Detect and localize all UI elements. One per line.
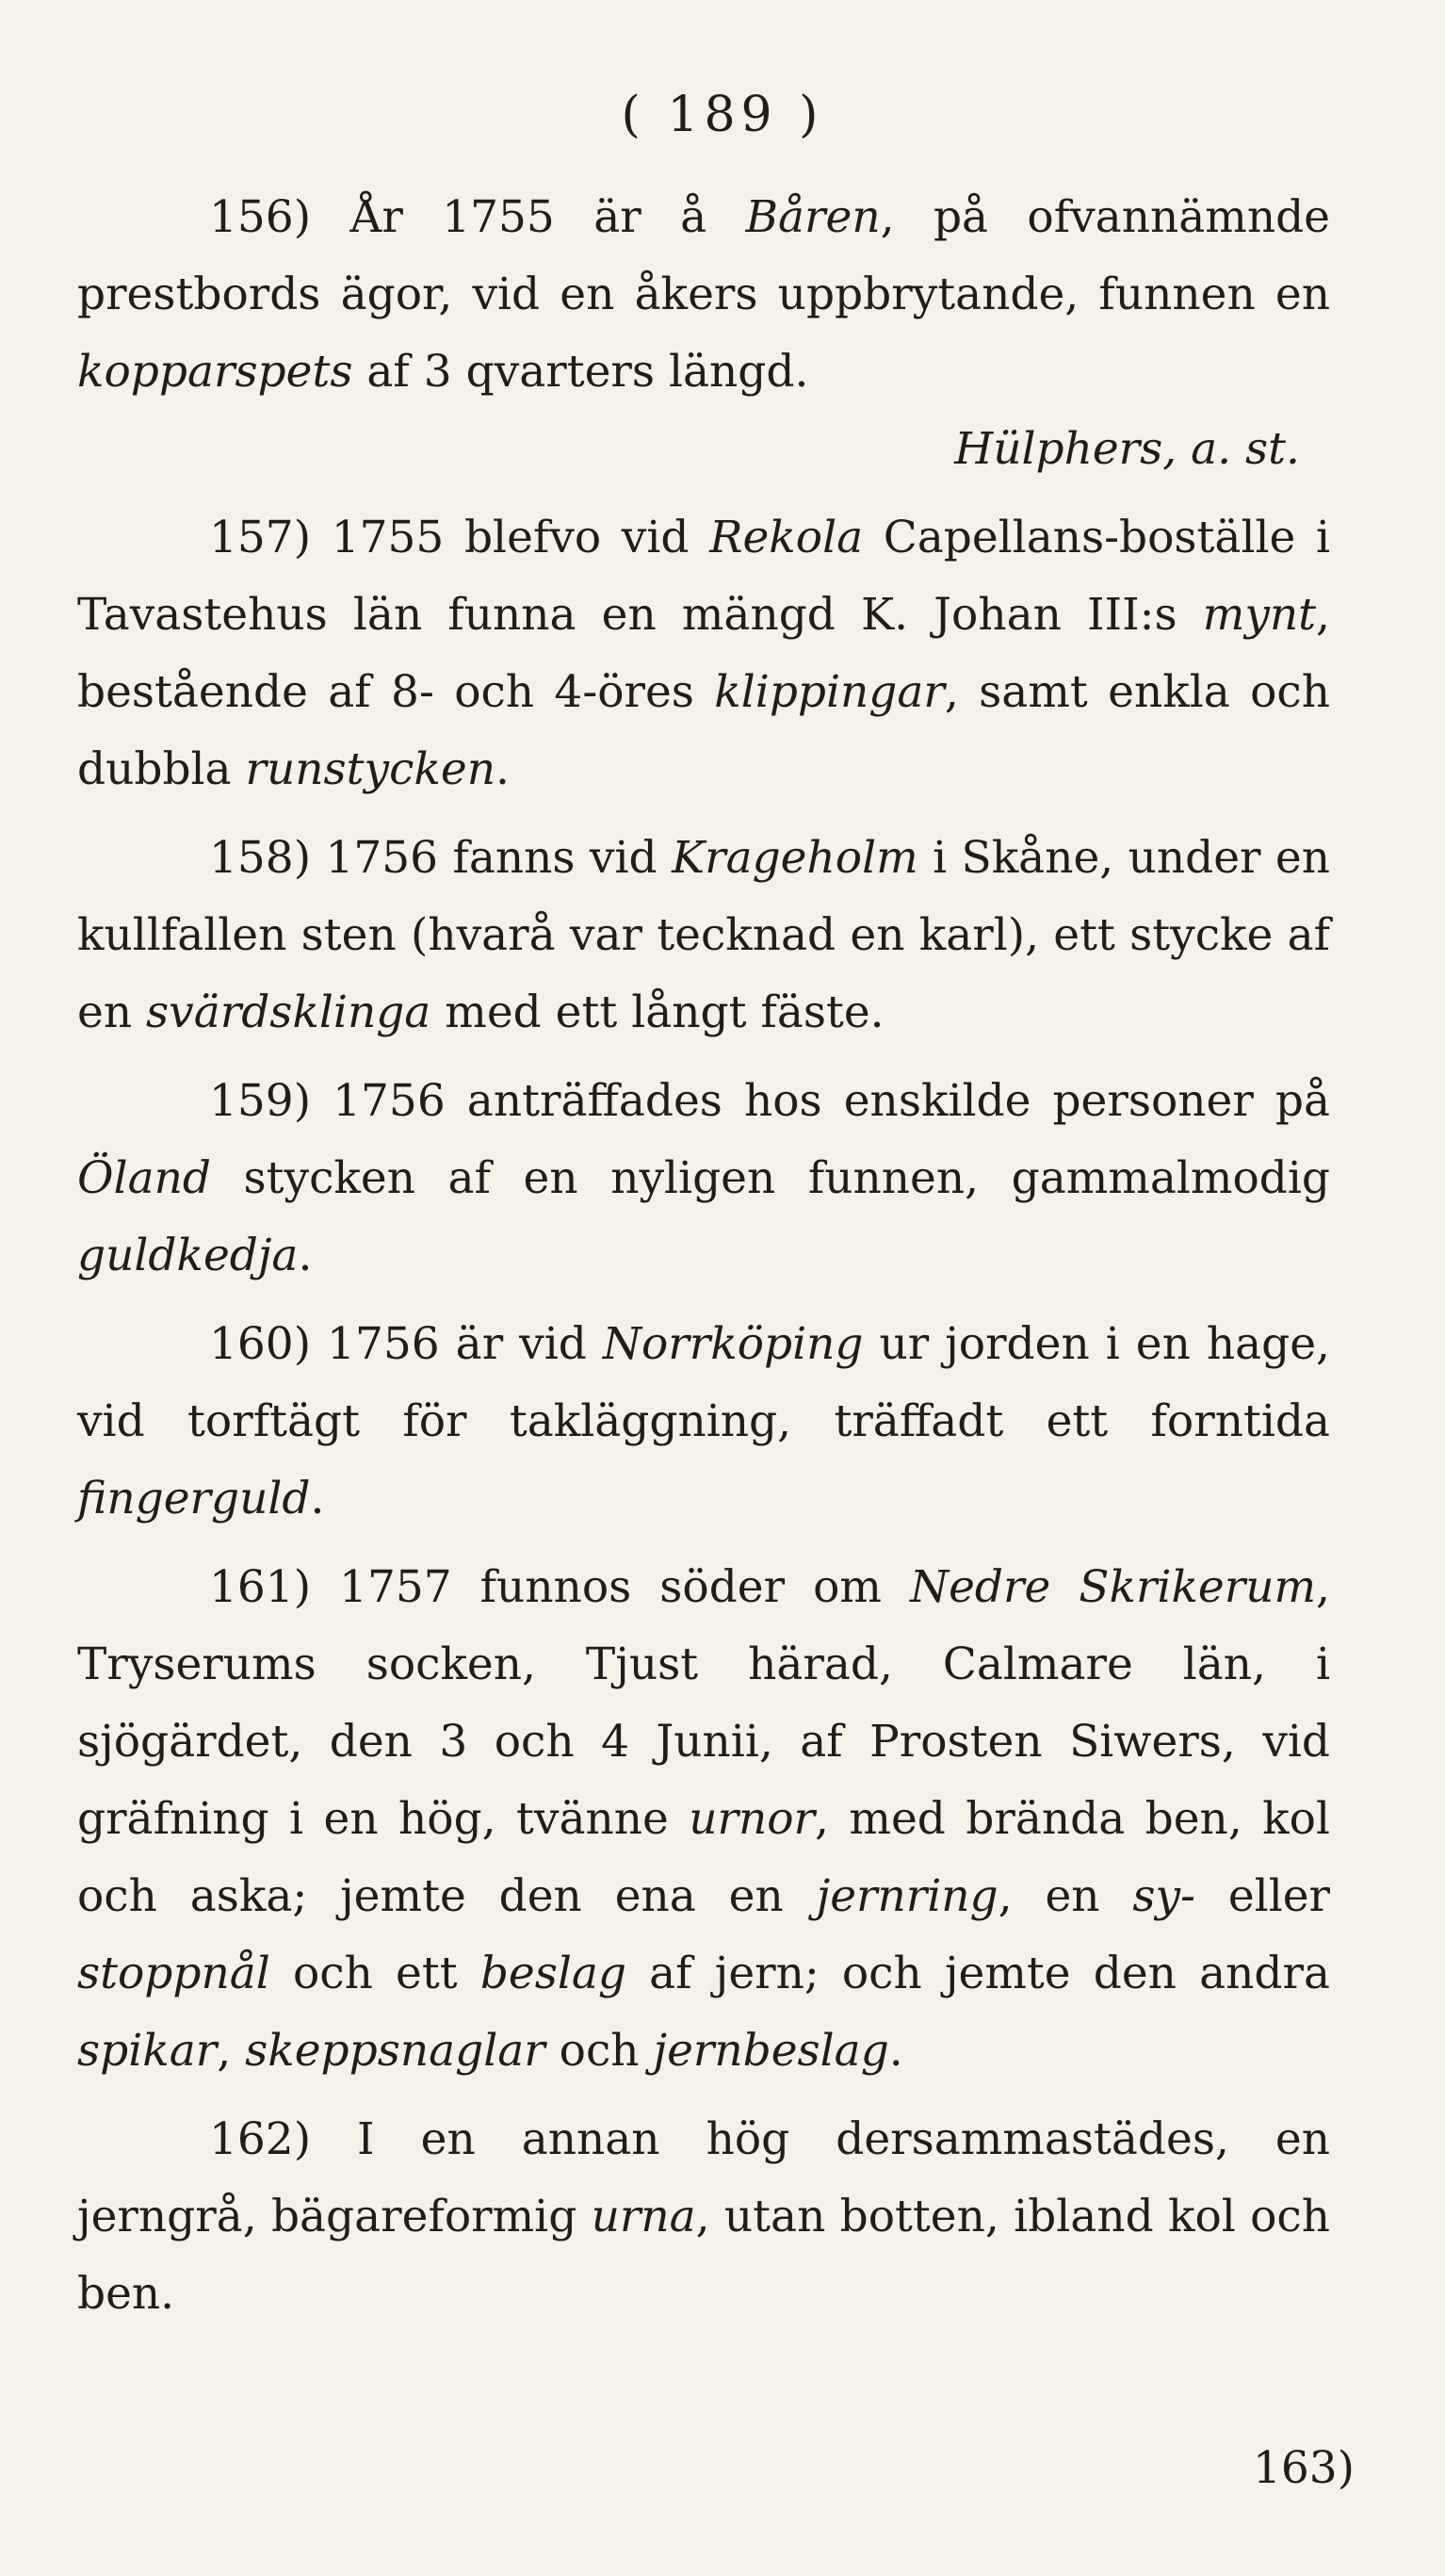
text-run: och ett [269, 1948, 480, 1999]
italic-term: fingerguld [77, 1473, 311, 1524]
text-run: År 1755 är å [311, 191, 746, 243]
text-run: af 3 qvarters längd. [352, 346, 809, 398]
paragraph-161 [77, 1549, 1330, 2090]
italic-term: sy- [1132, 1870, 1195, 1922]
text-run: af jern; och jemte den andra [625, 1948, 1330, 1999]
catchword: 163) [1252, 2442, 1355, 2494]
italic-term: mynt [1202, 589, 1317, 641]
text-run: , utan botten, ibland kol och ben. [77, 2191, 1330, 2320]
text-run: stycken af en nyligen funnen, gammalmodig [210, 1152, 1330, 1204]
paragraph-158 [77, 820, 1330, 1052]
text-run: , en [998, 1870, 1133, 1922]
italic-term: beslag [479, 1948, 626, 1999]
paragraph-number: 157) [209, 512, 312, 563]
text-run: . [495, 743, 510, 795]
paragraph-number: 158) [209, 832, 312, 884]
paragraph-number: 161) [209, 1561, 312, 1613]
paragraph-number: 156) [209, 191, 312, 243]
text-run: med ett långt fäste. [430, 986, 885, 1038]
italic-term: klippingar [714, 666, 945, 718]
italic-term: stoppnål [77, 1948, 270, 1999]
italic-term: svärdsklinga [146, 986, 431, 1038]
text-run: , [217, 2025, 246, 2077]
text-run: i Skåne, under en kullfallen sten (hvarå var tecknad en karl), ett stycke af en [77, 832, 1330, 1038]
text-run: 1757 funnos söder om [311, 1561, 910, 1613]
paragraph-number: 162) [209, 2113, 312, 2165]
text-run: I en annan hög dersammastädes, en jerngrå, bägareformig [77, 2113, 1330, 2242]
italic-term: Nedre Skrikerum [909, 1561, 1317, 1613]
text-run: , samt enkla och dubbla [77, 666, 1330, 795]
paragraph-157 [77, 499, 1330, 808]
italic-term: Öland [77, 1152, 211, 1204]
paragraph-number: 160) [209, 1318, 312, 1370]
italic-term: skeppsnaglar [245, 2025, 545, 2077]
text-run: , bestående af 8- och 4-öres [77, 589, 1330, 718]
text-run: eller [1194, 1870, 1331, 1922]
italic-term: runstycken [245, 743, 495, 795]
page-number: ( 189 ) [621, 87, 824, 143]
paragraph-156 [77, 179, 1330, 411]
italic-term: urna [591, 2191, 696, 2242]
italic-term: spikar [77, 2025, 218, 2077]
attribution: Hülphers, a. st. [954, 423, 1300, 475]
italic-term: jernbeslag [653, 2025, 889, 2077]
italic-term: Båren [745, 191, 881, 243]
text-run: 1755 blefvo vid [311, 512, 710, 563]
text-run: 1756 anträffades hos enskilde personer på [311, 1075, 1330, 1127]
italic-term: guldkedja [77, 1230, 299, 1281]
text-run: . [298, 1230, 313, 1281]
paragraph-160 [77, 1306, 1330, 1538]
text-run: och [544, 2025, 654, 2077]
paragraph-162 [77, 2101, 1330, 2333]
text-run: 1756 fanns vid [311, 832, 672, 884]
text-run: , med brända ben, kol och aska; jemte den ena en [77, 1793, 1330, 1922]
text-run: Capellans-boställe i Tavastehus län funna en mängd K. Johan III:s [77, 512, 1330, 641]
italic-term: jernring [816, 1870, 999, 1922]
text-run: 1756 är vid [311, 1318, 603, 1370]
text-run: , Tryserums socken, Tjust härad, Calmare län, i sjögärdet, den 3 och 4 Junii, af Prosten Siwers, vid gräfning i en hög, tvänne [77, 1561, 1330, 1845]
italic-term: Rekola [709, 512, 864, 563]
body-text [77, 179, 1330, 2333]
text-run: . [310, 1473, 325, 1524]
paragraph-159 [77, 1063, 1330, 1295]
italic-term: kopparspets [77, 346, 353, 398]
text-run: . [888, 2025, 903, 2077]
italic-term: urnor [689, 1793, 816, 1845]
italic-term: Norrköping [602, 1318, 864, 1370]
text-run: , på ofvannämnde prestbords ägor, vid en åkers uppbrytande, funnen en [77, 191, 1331, 320]
italic-term: Krageholm [672, 832, 918, 884]
paragraph-number: 159) [209, 1075, 312, 1127]
text-run: ur jorden i en hage, vid torftägt för takläggning, träffadt ett forntida [77, 1318, 1330, 1447]
